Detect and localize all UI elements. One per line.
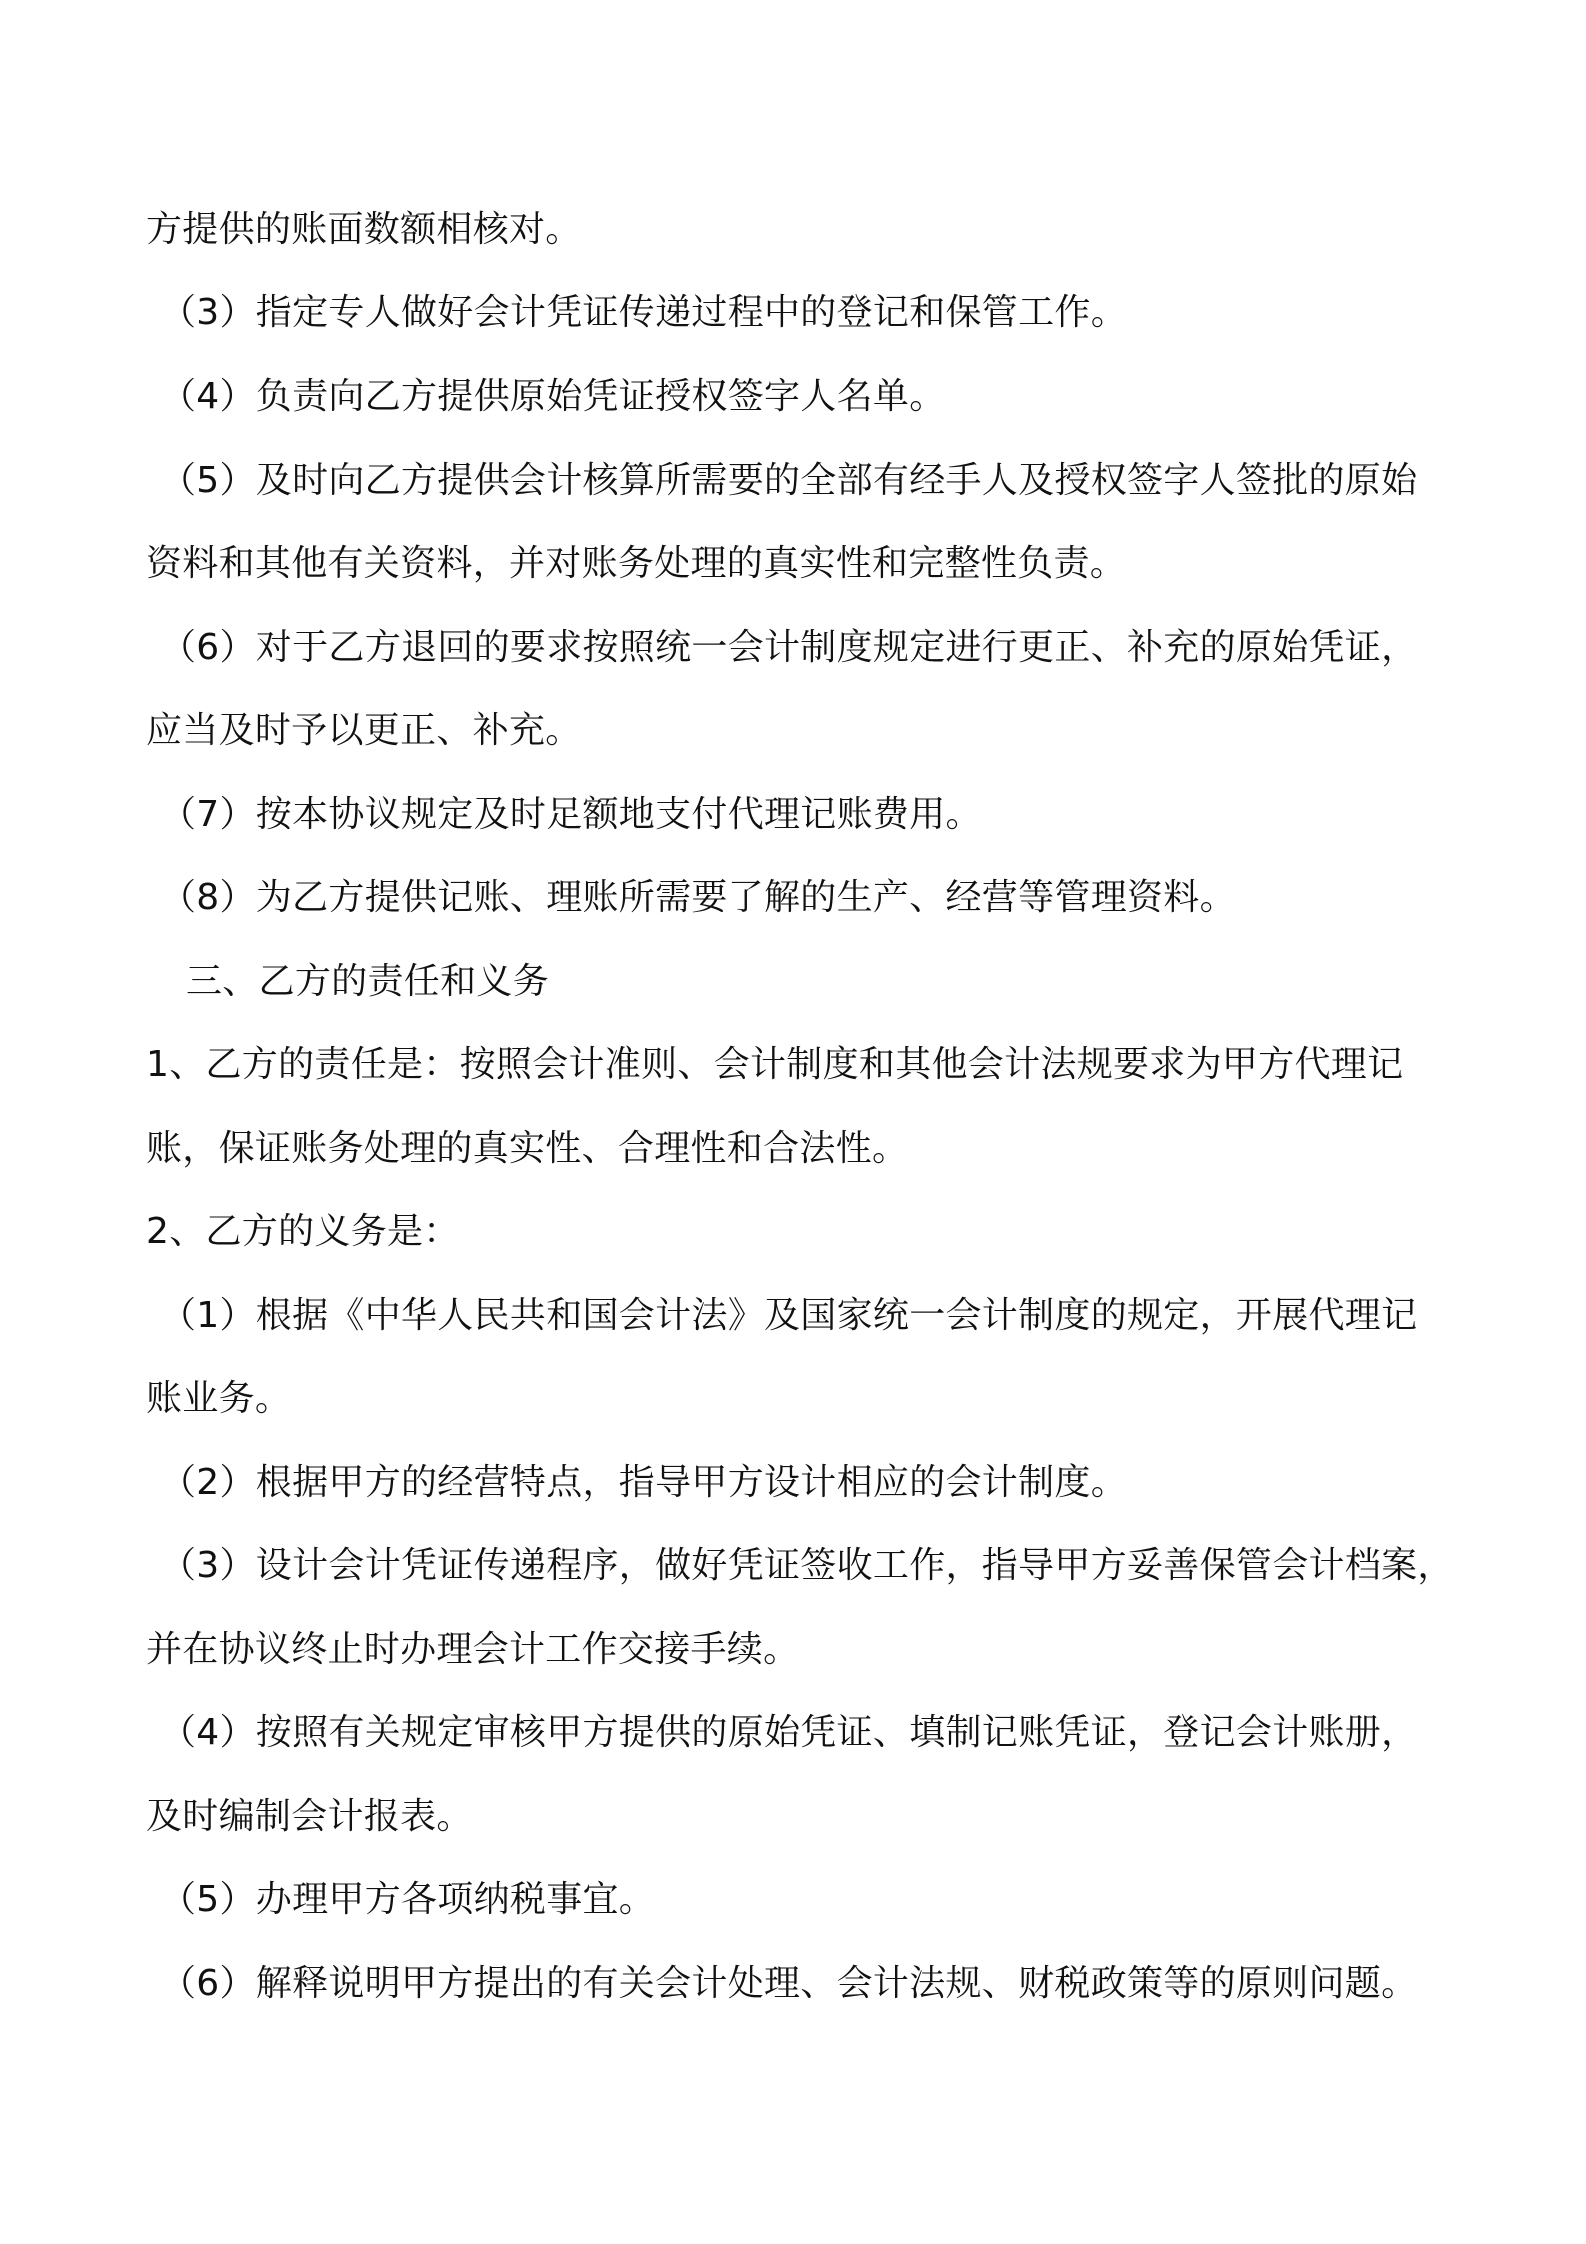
text-line-8: （7）按本协议规定及时足额地支付代理记账费用。 xyxy=(160,794,982,835)
text-line-6: （6）对于乙方退回的要求按照统一会计制度规定进行更正、补充的原始凭证， xyxy=(160,627,1418,668)
text-line-3: （4）负责向乙方提供原始凭证授权签字人名单。 xyxy=(160,376,946,417)
text-line-20: 及时编制会计报表。 xyxy=(146,1796,473,1837)
text-line-19: （4）按照有关规定审核甲方提供的原始凭证、填制记账凭证，登记会计账册， xyxy=(160,1712,1418,1753)
text-line-2: （3）指定专人做好会计凭证传递过程中的登记和保管工作。 xyxy=(160,292,1128,333)
text-line-16: （2）根据甲方的经营特点，指导甲方设计相应的会计制度。 xyxy=(160,1462,1128,1503)
text-line-11: 1、乙方的责任是：按照会计准则、会计制度和其他会计法规要求为甲方代理记 xyxy=(146,1044,1404,1085)
text-line-22: （6）解释说明甲方提出的有关会计处理、会计法规、财税政策等的原则问题。 xyxy=(160,1963,1418,2004)
text-line-5: 资料和其他有关资料，并对账务处理的真实性和完整性负责。 xyxy=(146,543,1127,584)
text-line-21: （5）办理甲方各项纳税事宜。 xyxy=(160,1879,656,1920)
text-line-1: 方提供的账面数额相核对。 xyxy=(146,209,582,250)
text-line-12: 账，保证账务处理的真实性、合理性和合法性。 xyxy=(146,1128,909,1169)
text-line-13: 2、乙方的义务是： xyxy=(146,1211,460,1252)
text-line-14: （1）根据《中华人民共和国会计法》及国家统一会计制度的规定，开展代理记 xyxy=(160,1295,1418,1336)
text-line-9: （8）为乙方提供记账、理账所需要了解的生产、经营等管理资料。 xyxy=(160,877,1236,918)
text-line-7: 应当及时予以更正、补充。 xyxy=(146,710,582,751)
text-line-4: （5）及时向乙方提供会计核算所需要的全部有经手人及授权签字人签批的原始 xyxy=(160,460,1418,501)
text-line-15: 账业务。 xyxy=(146,1378,292,1419)
text-line-18: 并在协议终止时办理会计工作交接手续。 xyxy=(146,1629,800,1670)
text-line-17: （3）设计会计凭证传递程序，做好凭证签收工作，指导甲方妥善保管会计档案， xyxy=(160,1545,1454,1586)
section-heading: 三、乙方的责任和义务 xyxy=(186,961,550,1002)
